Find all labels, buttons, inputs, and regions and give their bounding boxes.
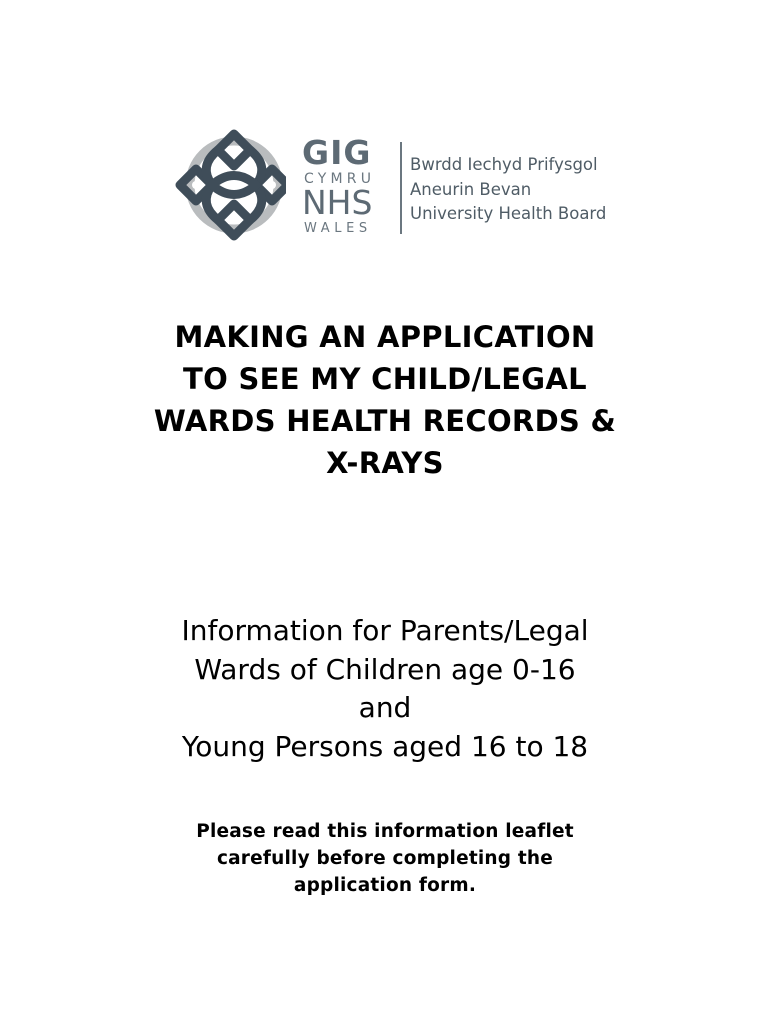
health-board-name	[410, 153, 606, 227]
nhs-wales-logo	[168, 126, 648, 244]
celtic-knot-icon	[168, 126, 286, 244]
audience-info	[0, 612, 770, 766]
title-line: MAKING AN APPLICATION	[174, 320, 596, 354]
title-line: X-RAYS	[326, 446, 444, 480]
gig-wordmark: GIG	[302, 133, 372, 172]
info-line: Young Persons aged 16 to 18	[181, 729, 589, 763]
info-line: Wards of Children age 0-16	[194, 652, 576, 686]
nhs-wordmark: NHS	[302, 183, 373, 222]
cymru-wordmark: CYMRU	[304, 171, 376, 187]
info-line: and	[358, 691, 412, 724]
title-line: WARDS HEALTH RECORDS &	[153, 404, 617, 438]
note-line: carefully before completing the	[216, 848, 554, 869]
info-line: Information for Parents/Legal	[181, 614, 589, 647]
title-line: TO SEE MY CHILD/LEGAL	[183, 362, 587, 396]
health-board-line: University Health Board	[410, 204, 607, 223]
reading-note	[0, 818, 770, 899]
note-line: application form.	[293, 875, 477, 896]
logo-divider	[400, 142, 402, 234]
gig-nhs-wordmark	[302, 133, 392, 238]
note-line: Please read this information leaflet	[196, 821, 574, 842]
wales-wordmark: WALES	[304, 221, 372, 236]
health-board-line: Aneurin Bevan	[410, 179, 532, 199]
document-title	[0, 316, 770, 484]
health-board-line: Bwrdd Iechyd Prifysgol	[410, 155, 598, 174]
